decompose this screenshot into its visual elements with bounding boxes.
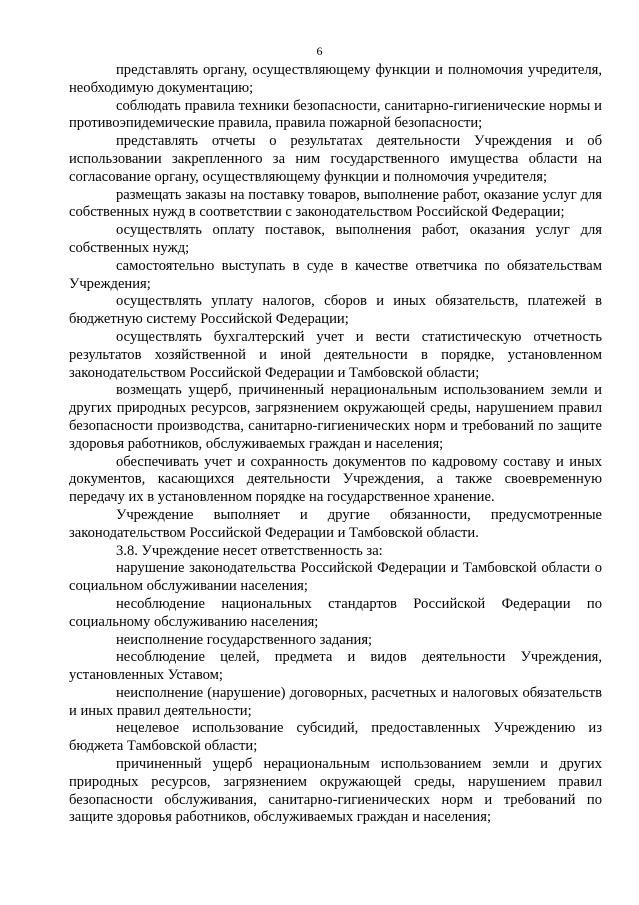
paragraph-liability-charter: несоблюдение целей, предмета и видов деятельности Учреждения, установленных Уставом; (69, 649, 602, 684)
paragraph-liability-subsidies: нецелевое использование субсидий, предоставленных Учреждению из бюджета Тамбовской области; (69, 720, 602, 755)
paragraph-duty-orders: размещать заказы на поставку товаров, выполнение работ, оказание услуг для собственных нужд в соответствии с законодательством Российской Федерации; (69, 186, 602, 221)
paragraph-duty-reports: представлять отчеты о результатах деятельности Учреждения и об использовании закрепленного за ним государственного имущества области на согласование органу, осуществляющему функции и полномочия учредителя; (69, 133, 602, 185)
paragraph-duty-accounting: осуществлять бухгалтерский учет и вести статистическую отчетность результатов хозяйственной и иной деятельности в порядке, установленном законодательством Российской Федерации и Тамбовской области; (69, 328, 602, 381)
paragraph-duty-safety-rules: соблюдать правила техники безопасности, санитарно-гигиенические нормы и противоэпидемические правила, правила пожарной безопасности; (69, 97, 602, 132)
paragraph-liability-standards: несоблюдение национальных стандартов Российской Федерации по социальному обслуживанию населения; (69, 595, 602, 630)
paragraph-liability-damage: причиненный ущерб нерациональным использованием земли и других природных ресурсов, загрязнением окружающей среды, нарушением правил безопасности обслуживания, санитарно-гигиенических норм и требований по защите здоровья работников, обслуживаемых граждан и населения; (69, 756, 602, 826)
paragraph-liability-state-task: неисполнение государственного задания; (116, 631, 373, 648)
paragraph-duty-archives: обеспечивать учет и сохранность документов по кадровому составу и иных документов, касающихся деятельности Учреждения, а также своевременную передачу их в установленном порядке на государственное хранение. (69, 453, 602, 506)
document-body (69, 62, 602, 827)
paragraph-duty-documentation: представлять органу, осуществляющему функции и полномочия учредителя, необходимую документацию; (69, 62, 602, 96)
paragraph-duty-court: самостоятельно выступать в суде в качестве ответчика по обязательствам Учреждения; (69, 257, 602, 292)
paragraph-other-duties: Учреждение выполняет и другие обязанности, предусмотренные законодательством Российской Федерации и Тамбовской области. (69, 506, 602, 541)
section-heading-3-8: 3.8. Учреждение несет ответственность за: (116, 542, 383, 559)
page-number: 6 (316, 44, 323, 58)
paragraph-duty-taxes: осуществлять уплату налогов, сборов и иных обязательств, платежей в бюджетную систему Российской Федерации; (69, 293, 602, 328)
paragraph-liability-law: нарушение законодательства Российской Федерации и Тамбовской области о социальном обслуживании населения; (69, 560, 602, 595)
paragraph-duty-damages: возмещать ущерб, причиненный нерациональным использованием земли и других природных ресурсов, загрязнением окружающей среды, нарушением правил безопасности производства, санитарно-гигиенических норм и требований по защите здоровья работников, обслуживаемых граждан и населения; (69, 382, 602, 452)
paragraph-liability-obligations: неисполнение (нарушение) договорных, расчетных и налоговых обязательств и иных правил деятельности; (69, 684, 602, 719)
paragraph-duty-payment: осуществлять оплату поставок, выполнения работ, оказания услуг для собственных нужд; (69, 222, 602, 256)
